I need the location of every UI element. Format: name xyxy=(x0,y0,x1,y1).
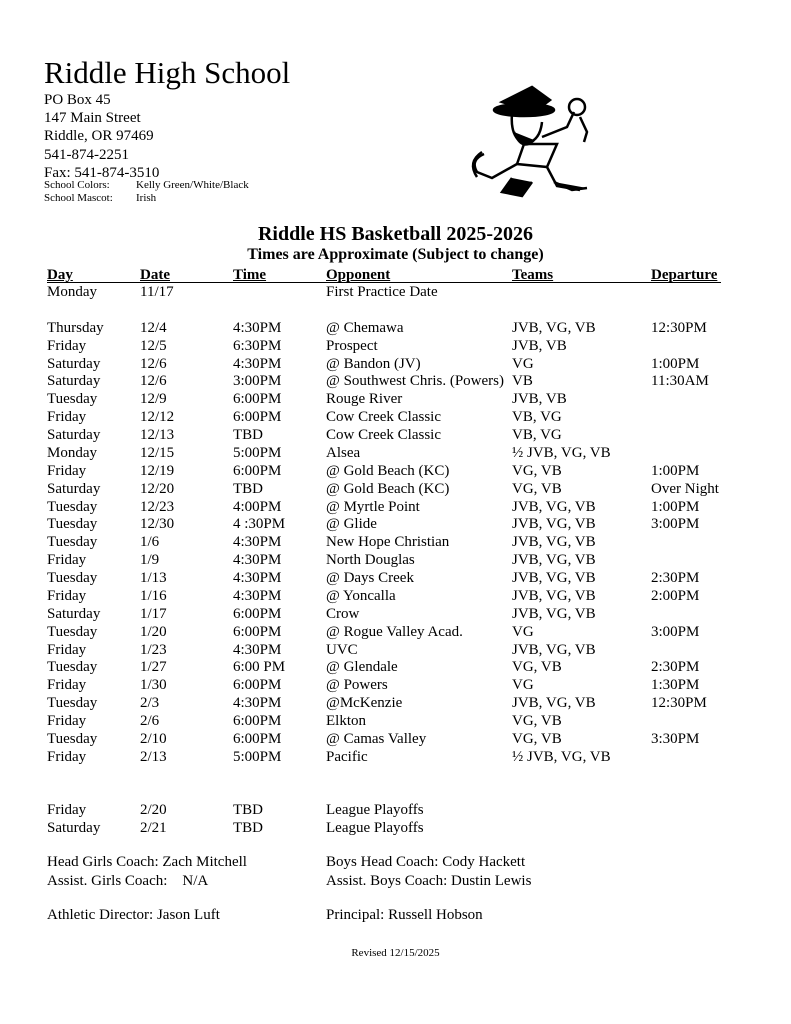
table-row xyxy=(47,659,721,677)
cell-departure: 12:30PM xyxy=(651,319,707,336)
cell-opponent: @ Powers xyxy=(326,677,388,694)
cell-teams: JVB, VG, VB xyxy=(512,319,596,336)
table-row xyxy=(47,802,721,820)
table-row xyxy=(47,445,721,463)
cell-teams: ½ JVB, VG, VB xyxy=(512,444,611,461)
cell-teams: JVB, VG, VB xyxy=(512,641,596,658)
cell-opponent: North Douglas xyxy=(326,552,415,569)
cell-date: 2/3 xyxy=(140,695,160,712)
table-row xyxy=(47,338,721,356)
cell-opponent: @ Bandon (JV) xyxy=(326,355,421,372)
cell-day: Friday xyxy=(47,552,87,569)
cell-teams: JVB, VG, VB xyxy=(512,570,596,586)
cell-time: 6:00PM xyxy=(233,713,282,729)
cell-time: 6:00PM xyxy=(233,391,282,408)
cell-date: 1/17 xyxy=(140,605,167,622)
cell-time: 4:30PM xyxy=(233,695,282,712)
table-header xyxy=(47,266,721,283)
cell-date: 12/9 xyxy=(140,391,167,408)
cell-opponent: First Practice Date xyxy=(326,284,438,300)
cell-teams: VG, VB xyxy=(512,713,562,729)
cell-day: Tuesday xyxy=(47,391,98,408)
col-departure: Departure xyxy=(651,267,718,283)
cell-day: Tuesday xyxy=(47,659,98,676)
cell-day: Saturday xyxy=(47,820,101,837)
cell-opponent: Elkton xyxy=(326,713,366,729)
cell-date: 12/6 xyxy=(140,355,167,372)
cell-day: Tuesday xyxy=(47,730,98,747)
cell-day: Friday xyxy=(47,641,87,658)
cell-date: 2/10 xyxy=(140,730,167,747)
cell-day: Tuesday xyxy=(47,498,98,515)
mascot-value: Irish xyxy=(136,192,157,204)
cell-departure: 3:00PM xyxy=(651,623,700,640)
cell-date: 11/17 xyxy=(140,284,174,300)
cell-time: 4:30PM xyxy=(233,319,282,336)
cell-time: 5:00PM xyxy=(233,748,282,765)
cell-teams: JVB, VG, VB xyxy=(512,516,596,533)
cell-time: TBD xyxy=(233,802,263,819)
cell-teams: VB xyxy=(512,373,533,390)
cell-day: Saturday xyxy=(47,480,101,497)
assist-boys-coach: Assist. Boys Coach: Dustin Lewis xyxy=(326,872,532,889)
cell-teams: JVB, VG, VB xyxy=(512,695,596,712)
cell-departure: 1:00PM xyxy=(651,355,700,372)
cell-day: Saturday xyxy=(47,427,101,443)
cell-teams: VB, VG xyxy=(512,409,562,426)
cell-departure: 3:00PM xyxy=(651,516,700,533)
cell-date: 12/30 xyxy=(140,516,175,533)
cell-teams: JVB, VB xyxy=(512,391,567,408)
table-row xyxy=(47,427,721,445)
table-row xyxy=(47,320,721,338)
cell-teams: VB, VG xyxy=(512,427,562,443)
principal: Principal: Russell Hobson xyxy=(326,907,483,923)
cell-day: Saturday xyxy=(47,605,101,622)
cell-teams: VG xyxy=(512,623,534,640)
boys-head-coach: Boys Head Coach: Cody Hackett xyxy=(326,854,526,870)
cell-date: 12/23 xyxy=(140,498,175,515)
table-row xyxy=(47,695,721,713)
table-row xyxy=(47,749,721,767)
cell-day: Friday xyxy=(47,587,87,604)
cell-opponent: @McKenzie xyxy=(326,695,403,712)
cell-date: 1/20 xyxy=(140,623,167,640)
cell-opponent: @ Southwest Chris. (Powers) xyxy=(326,373,504,390)
cell-opponent: League Playoffs xyxy=(326,820,424,837)
col-teams: Teams xyxy=(512,267,554,283)
cell-date: 12/20 xyxy=(140,480,175,497)
fax: Fax: 541-874-3510 xyxy=(44,164,160,181)
cell-day: Friday xyxy=(47,713,87,729)
cell-time: 4:30PM xyxy=(233,570,282,586)
cell-time: TBD xyxy=(233,480,263,497)
revised-date: Revised 12/15/2025 xyxy=(351,947,440,959)
table-row xyxy=(47,356,721,374)
colors-label: School Colors: xyxy=(44,179,110,191)
cell-opponent: New Hope Christian xyxy=(326,534,450,551)
cell-day: Friday xyxy=(47,748,87,765)
col-time: Time xyxy=(233,267,267,283)
cell-departure: 3:30PM xyxy=(651,730,700,747)
table-row xyxy=(47,588,721,606)
cell-day: Friday xyxy=(47,337,87,354)
cell-day: Saturday xyxy=(47,373,101,390)
cell-date: 1/23 xyxy=(140,641,167,658)
cell-opponent: Rouge River xyxy=(326,391,403,408)
cell-time: 4:30PM xyxy=(233,534,282,551)
cell-time: 4 :30PM xyxy=(233,516,286,533)
cell-time: 6:00PM xyxy=(233,730,282,747)
cell-time: 4:00PM xyxy=(233,498,282,515)
table-row xyxy=(47,373,721,391)
cell-day: Monday xyxy=(47,284,97,300)
table-row xyxy=(47,499,721,517)
cell-time: TBD xyxy=(233,820,263,837)
cell-opponent: Crow xyxy=(326,605,360,622)
cell-day: Tuesday xyxy=(47,516,98,533)
cell-day: Tuesday xyxy=(47,695,98,712)
col-opponent: Opponent xyxy=(326,267,391,283)
cell-date: 12/5 xyxy=(140,337,167,354)
table-row xyxy=(47,409,721,427)
table-row xyxy=(47,642,721,660)
cell-time: 6:00PM xyxy=(233,605,282,622)
cell-date: 1/9 xyxy=(140,552,160,569)
cell-departure: 2:00PM xyxy=(651,587,700,604)
cell-teams: JVB, VG, VB xyxy=(512,605,596,622)
cell-date: 12/6 xyxy=(140,373,167,390)
cell-date: 2/13 xyxy=(140,748,167,765)
cell-day: Tuesday xyxy=(47,570,98,586)
cell-time: 6:00PM xyxy=(233,623,282,640)
cell-date: 2/21 xyxy=(140,820,167,837)
address-line: 147 Main Street xyxy=(44,110,141,127)
table-row xyxy=(47,391,721,409)
school-meta xyxy=(44,179,249,205)
head-girls-coach: Head Girls Coach: Zach Mitchell xyxy=(47,854,247,870)
cell-departure: 1:30PM xyxy=(651,677,700,694)
cell-opponent: Pacific xyxy=(326,748,368,765)
cell-teams: JVB, VG, VB xyxy=(512,534,596,551)
cell-opponent: League Playoffs xyxy=(326,802,424,819)
cell-opponent: @ Myrtle Point xyxy=(326,498,420,515)
cell-departure: 12:30PM xyxy=(651,695,707,712)
phone: 541-874-2251 xyxy=(44,146,129,163)
cell-departure: 2:30PM xyxy=(651,570,700,586)
cell-date: 1/30 xyxy=(140,677,167,694)
cell-teams: JVB, VB xyxy=(512,337,567,354)
cell-date: 12/13 xyxy=(140,427,175,443)
cell-time: 5:00PM xyxy=(233,444,282,461)
cell-date: 12/15 xyxy=(140,444,175,461)
cell-teams: VG, VB xyxy=(512,659,562,676)
cell-day: Tuesday xyxy=(47,534,98,551)
cell-date: 1/27 xyxy=(140,659,167,676)
cell-day: Friday xyxy=(47,802,87,819)
cell-day: Friday xyxy=(47,462,87,479)
table-row xyxy=(47,284,721,302)
cell-teams: JVB, VG, VB xyxy=(512,587,596,604)
col-day: Day xyxy=(47,267,73,283)
cell-departure: 1:00PM xyxy=(651,462,700,479)
cell-opponent: UVC xyxy=(326,641,358,658)
table-row xyxy=(47,677,721,695)
cell-teams: VG, VB xyxy=(512,480,562,497)
schedule-subtitle: Times are Approximate (Subject to change) xyxy=(247,246,544,263)
cell-departure: Over Night xyxy=(651,480,719,497)
cell-opponent: @ Yoncalla xyxy=(326,587,396,604)
cell-date: 2/6 xyxy=(140,713,160,729)
mascot-label: School Mascot: xyxy=(44,192,113,204)
table-row xyxy=(47,606,721,624)
cell-date: 12/4 xyxy=(140,319,167,336)
cell-opponent: Cow Creek Classic xyxy=(326,427,441,443)
table-row xyxy=(47,463,721,481)
cell-day: Thursday xyxy=(47,319,104,336)
table-row xyxy=(47,570,721,588)
address-line: Riddle, OR 97469 xyxy=(44,128,154,145)
cell-time: TBD xyxy=(233,427,263,443)
cell-time: 6:00PM xyxy=(233,677,282,694)
school-name: Riddle High School xyxy=(44,55,291,90)
cell-teams: VG xyxy=(512,355,534,372)
assist-girls-coach: Assist. Girls Coach: N/A xyxy=(47,872,209,889)
cell-time: 4:30PM xyxy=(233,355,282,372)
cell-time: 4:30PM xyxy=(233,587,282,604)
cell-teams: VG xyxy=(512,677,534,694)
cell-teams: VG, VB xyxy=(512,730,562,747)
table-row xyxy=(47,534,721,552)
table-row xyxy=(47,552,721,570)
cell-time: 6:00PM xyxy=(233,462,282,479)
cell-time: 6:30PM xyxy=(233,337,282,354)
schedule-table xyxy=(47,266,721,838)
table-row xyxy=(47,820,721,838)
cell-opponent: @ Glide xyxy=(326,516,377,533)
cell-day: Friday xyxy=(47,677,87,694)
cell-day: Tuesday xyxy=(47,623,98,640)
col-date: Date xyxy=(140,267,170,283)
cell-opponent: @ Days Creek xyxy=(326,570,414,586)
cell-day: Monday xyxy=(47,444,97,461)
cell-departure: 2:30PM xyxy=(651,659,700,676)
table-row xyxy=(47,481,721,499)
cell-time: 4:30PM xyxy=(233,552,282,569)
cell-date: 1/16 xyxy=(140,587,167,604)
table-row xyxy=(47,713,721,731)
cell-teams: JVB, VG, VB xyxy=(512,498,596,515)
cell-opponent: @ Chemawa xyxy=(326,319,404,336)
cell-date: 1/6 xyxy=(140,534,160,551)
cell-time: 6:00PM xyxy=(233,409,282,426)
address-line: PO Box 45 xyxy=(44,92,111,108)
cell-teams: JVB, VG, VB xyxy=(512,552,596,569)
table-row xyxy=(47,516,721,534)
cell-departure: 11:30AM xyxy=(651,373,709,390)
table-row xyxy=(47,624,721,642)
colors-value: Kelly Green/White/Black xyxy=(136,179,249,191)
cell-opponent: Alsea xyxy=(326,444,361,461)
cell-time: 6:00 PM xyxy=(233,659,286,676)
cell-date: 12/19 xyxy=(140,462,175,479)
leprechaun-mascot-icon xyxy=(462,82,610,200)
cell-teams: ½ JVB, VG, VB xyxy=(512,748,611,765)
cell-date: 1/13 xyxy=(140,570,167,586)
cell-departure: 1:00PM xyxy=(651,498,700,515)
cell-opponent: @ Gold Beach (KC) xyxy=(326,480,450,497)
athletic-director: Athletic Director: Jason Luft xyxy=(47,907,220,923)
table-row xyxy=(47,731,721,749)
cell-opponent: @ Camas Valley xyxy=(326,730,427,747)
cell-teams: VG, VB xyxy=(512,462,562,479)
cell-day: Saturday xyxy=(47,355,101,372)
cell-time: 4:30PM xyxy=(233,641,282,658)
cell-opponent: @ Gold Beach (KC) xyxy=(326,462,450,479)
cell-opponent: @ Rogue Valley Acad. xyxy=(326,623,463,640)
schedule-title: Riddle HS Basketball 2025-2026 xyxy=(257,223,534,245)
cell-opponent: Cow Creek Classic xyxy=(326,409,441,426)
cell-day: Friday xyxy=(47,409,87,426)
cell-date: 12/12 xyxy=(140,409,175,426)
cell-date: 2/20 xyxy=(140,802,167,819)
cell-opponent: Prospect xyxy=(326,337,378,354)
cell-opponent: @ Glendale xyxy=(326,659,398,676)
cell-time: 3:00PM xyxy=(233,373,282,390)
school-address xyxy=(44,91,159,182)
